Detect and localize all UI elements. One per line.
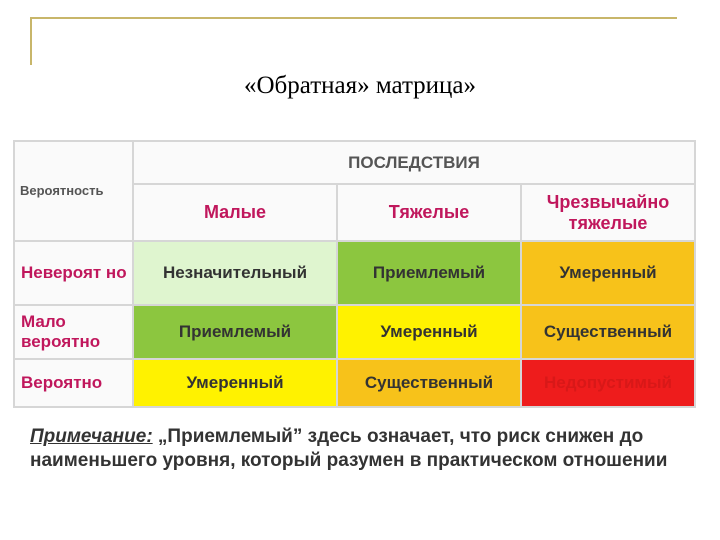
risk-cell: Существенный xyxy=(338,360,520,406)
risk-matrix xyxy=(13,140,696,408)
consequences-header: ПОСЛЕДСТВИЯ xyxy=(134,142,694,183)
row-label-unlikely: Невероят но xyxy=(15,242,132,304)
slide-title: «Обратная» матрица» xyxy=(243,72,477,99)
severity-header-extreme: Чрезвычайно тяжелые xyxy=(522,185,694,240)
severity-header-minor: Малые xyxy=(134,185,336,240)
row-label-less-likely: Мало вероятно xyxy=(15,306,132,358)
row-label-likely: Вероятно xyxy=(15,360,132,406)
risk-cell: Умеренный xyxy=(338,306,520,358)
risk-cell: Умеренный xyxy=(522,242,694,304)
frame-top-line xyxy=(30,17,677,19)
risk-cell: Умеренный xyxy=(134,360,336,406)
frame-left-line xyxy=(30,17,32,65)
risk-cell: Недопустимый xyxy=(522,360,694,406)
risk-cell: Приемлемый xyxy=(338,242,520,304)
note-text: „Приемлемый” здесь означает, что риск снижен до наименьшего уровня, который разумен в практическом отношении xyxy=(30,426,668,471)
note-paragraph xyxy=(30,425,680,473)
risk-cell: Существенный xyxy=(522,306,694,358)
probability-label: Вероятность xyxy=(15,142,132,240)
note-label: Примечание: xyxy=(30,426,153,447)
severity-header-severe: Тяжелые xyxy=(338,185,520,240)
risk-cell: Приемлемый xyxy=(134,306,336,358)
risk-cell: Незначительный xyxy=(134,242,336,304)
